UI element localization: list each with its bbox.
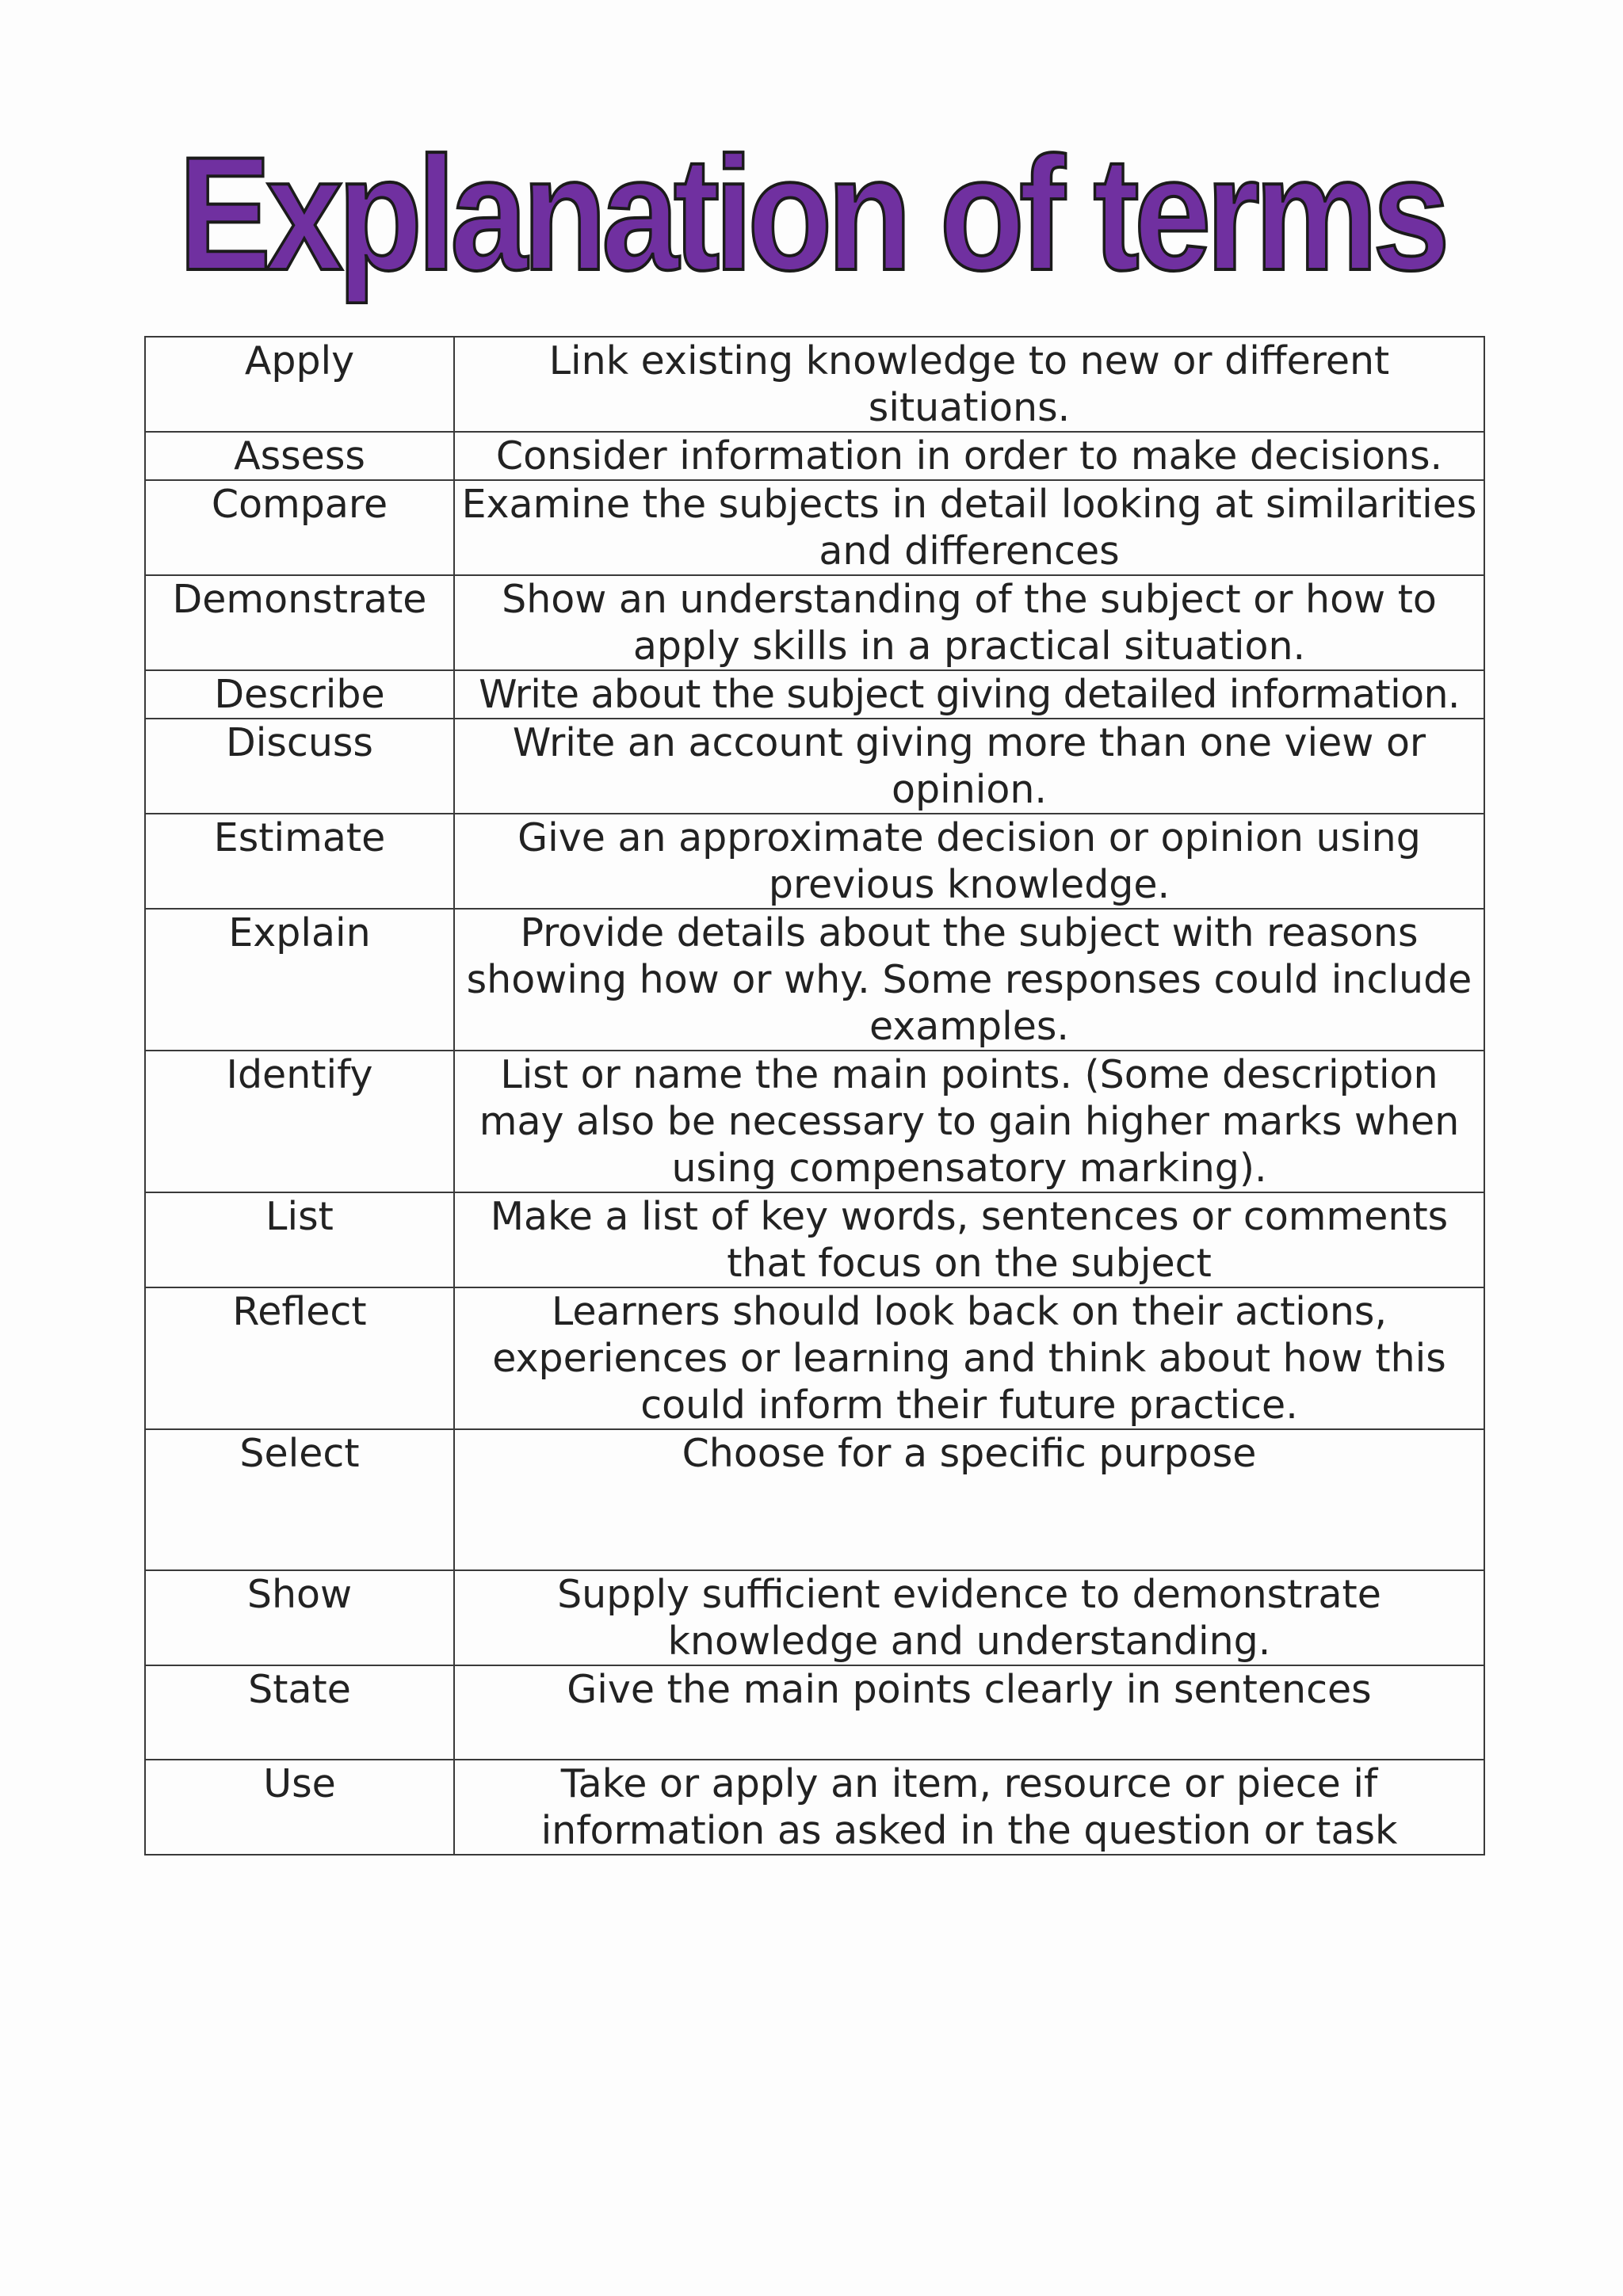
table-row [145, 432, 1484, 480]
term-cell: Compare [145, 480, 454, 575]
table-row [145, 1192, 1484, 1287]
term-cell: Explain [145, 909, 454, 1051]
term-cell: Demonstrate [145, 575, 454, 670]
page-title: Explanation of terms [178, 124, 1445, 304]
term-cell: Reflect [145, 1287, 454, 1429]
table-row [145, 480, 1484, 575]
term-cell: Show [145, 1570, 454, 1665]
term-cell: Use [145, 1760, 454, 1855]
definition-cell: Take or apply an item, resource or piece if information as asked in the question or task [454, 1760, 1484, 1855]
term-cell: Apply [145, 337, 454, 432]
term-cell: List [145, 1192, 454, 1287]
terms-table [144, 336, 1485, 1855]
table-row [145, 1429, 1484, 1570]
term-cell: State [145, 1665, 454, 1760]
definition-cell: Link existing knowledge to new or different situations. [454, 337, 1484, 432]
table-row [145, 575, 1484, 670]
term-cell: Estimate [145, 814, 454, 909]
definition-cell: Choose for a specific purpose [454, 1429, 1484, 1570]
definition-cell: Consider information in order to make decisions. [454, 432, 1484, 480]
table-row [145, 814, 1484, 909]
table-row [145, 719, 1484, 814]
term-cell: Discuss [145, 719, 454, 814]
definition-cell: Supply sufficient evidence to demonstrate knowledge and understanding. [454, 1570, 1484, 1665]
definition-cell: Make a list of key words, sentences or comments that focus on the subject [454, 1192, 1484, 1287]
definition-cell: Provide details about the subject with reasons showing how or why. Some responses could include examples. [454, 909, 1484, 1051]
definition-cell: List or name the main points. (Some description may also be necessary to gain higher marks when using compensatory marking). [454, 1051, 1484, 1192]
term-cell: Describe [145, 670, 454, 719]
definition-cell: Show an understanding of the subject or how to apply skills in a practical situation. [454, 575, 1484, 670]
table-row [145, 337, 1484, 432]
definition-cell: Learners should look back on their actions, experiences or learning and think about how this could inform their future practice. [454, 1287, 1484, 1429]
definition-cell: Give an approximate decision or opinion using previous knowledge. [454, 814, 1484, 909]
definition-cell: Examine the subjects in detail looking at similarities and differences [454, 480, 1484, 575]
table-row [145, 1051, 1484, 1192]
term-cell: Select [145, 1429, 454, 1570]
definition-cell: Write an account giving more than one view or opinion. [454, 719, 1484, 814]
table-row [145, 1760, 1484, 1855]
table-row [145, 909, 1484, 1051]
table-row [145, 1287, 1484, 1429]
term-cell: Identify [145, 1051, 454, 1192]
definition-cell: Write about the subject giving detailed information. [454, 670, 1484, 719]
definition-cell: Give the main points clearly in sentences [454, 1665, 1484, 1760]
table-row [145, 1665, 1484, 1760]
table-row [145, 1570, 1484, 1665]
term-cell: Assess [145, 432, 454, 480]
table-row [145, 670, 1484, 719]
